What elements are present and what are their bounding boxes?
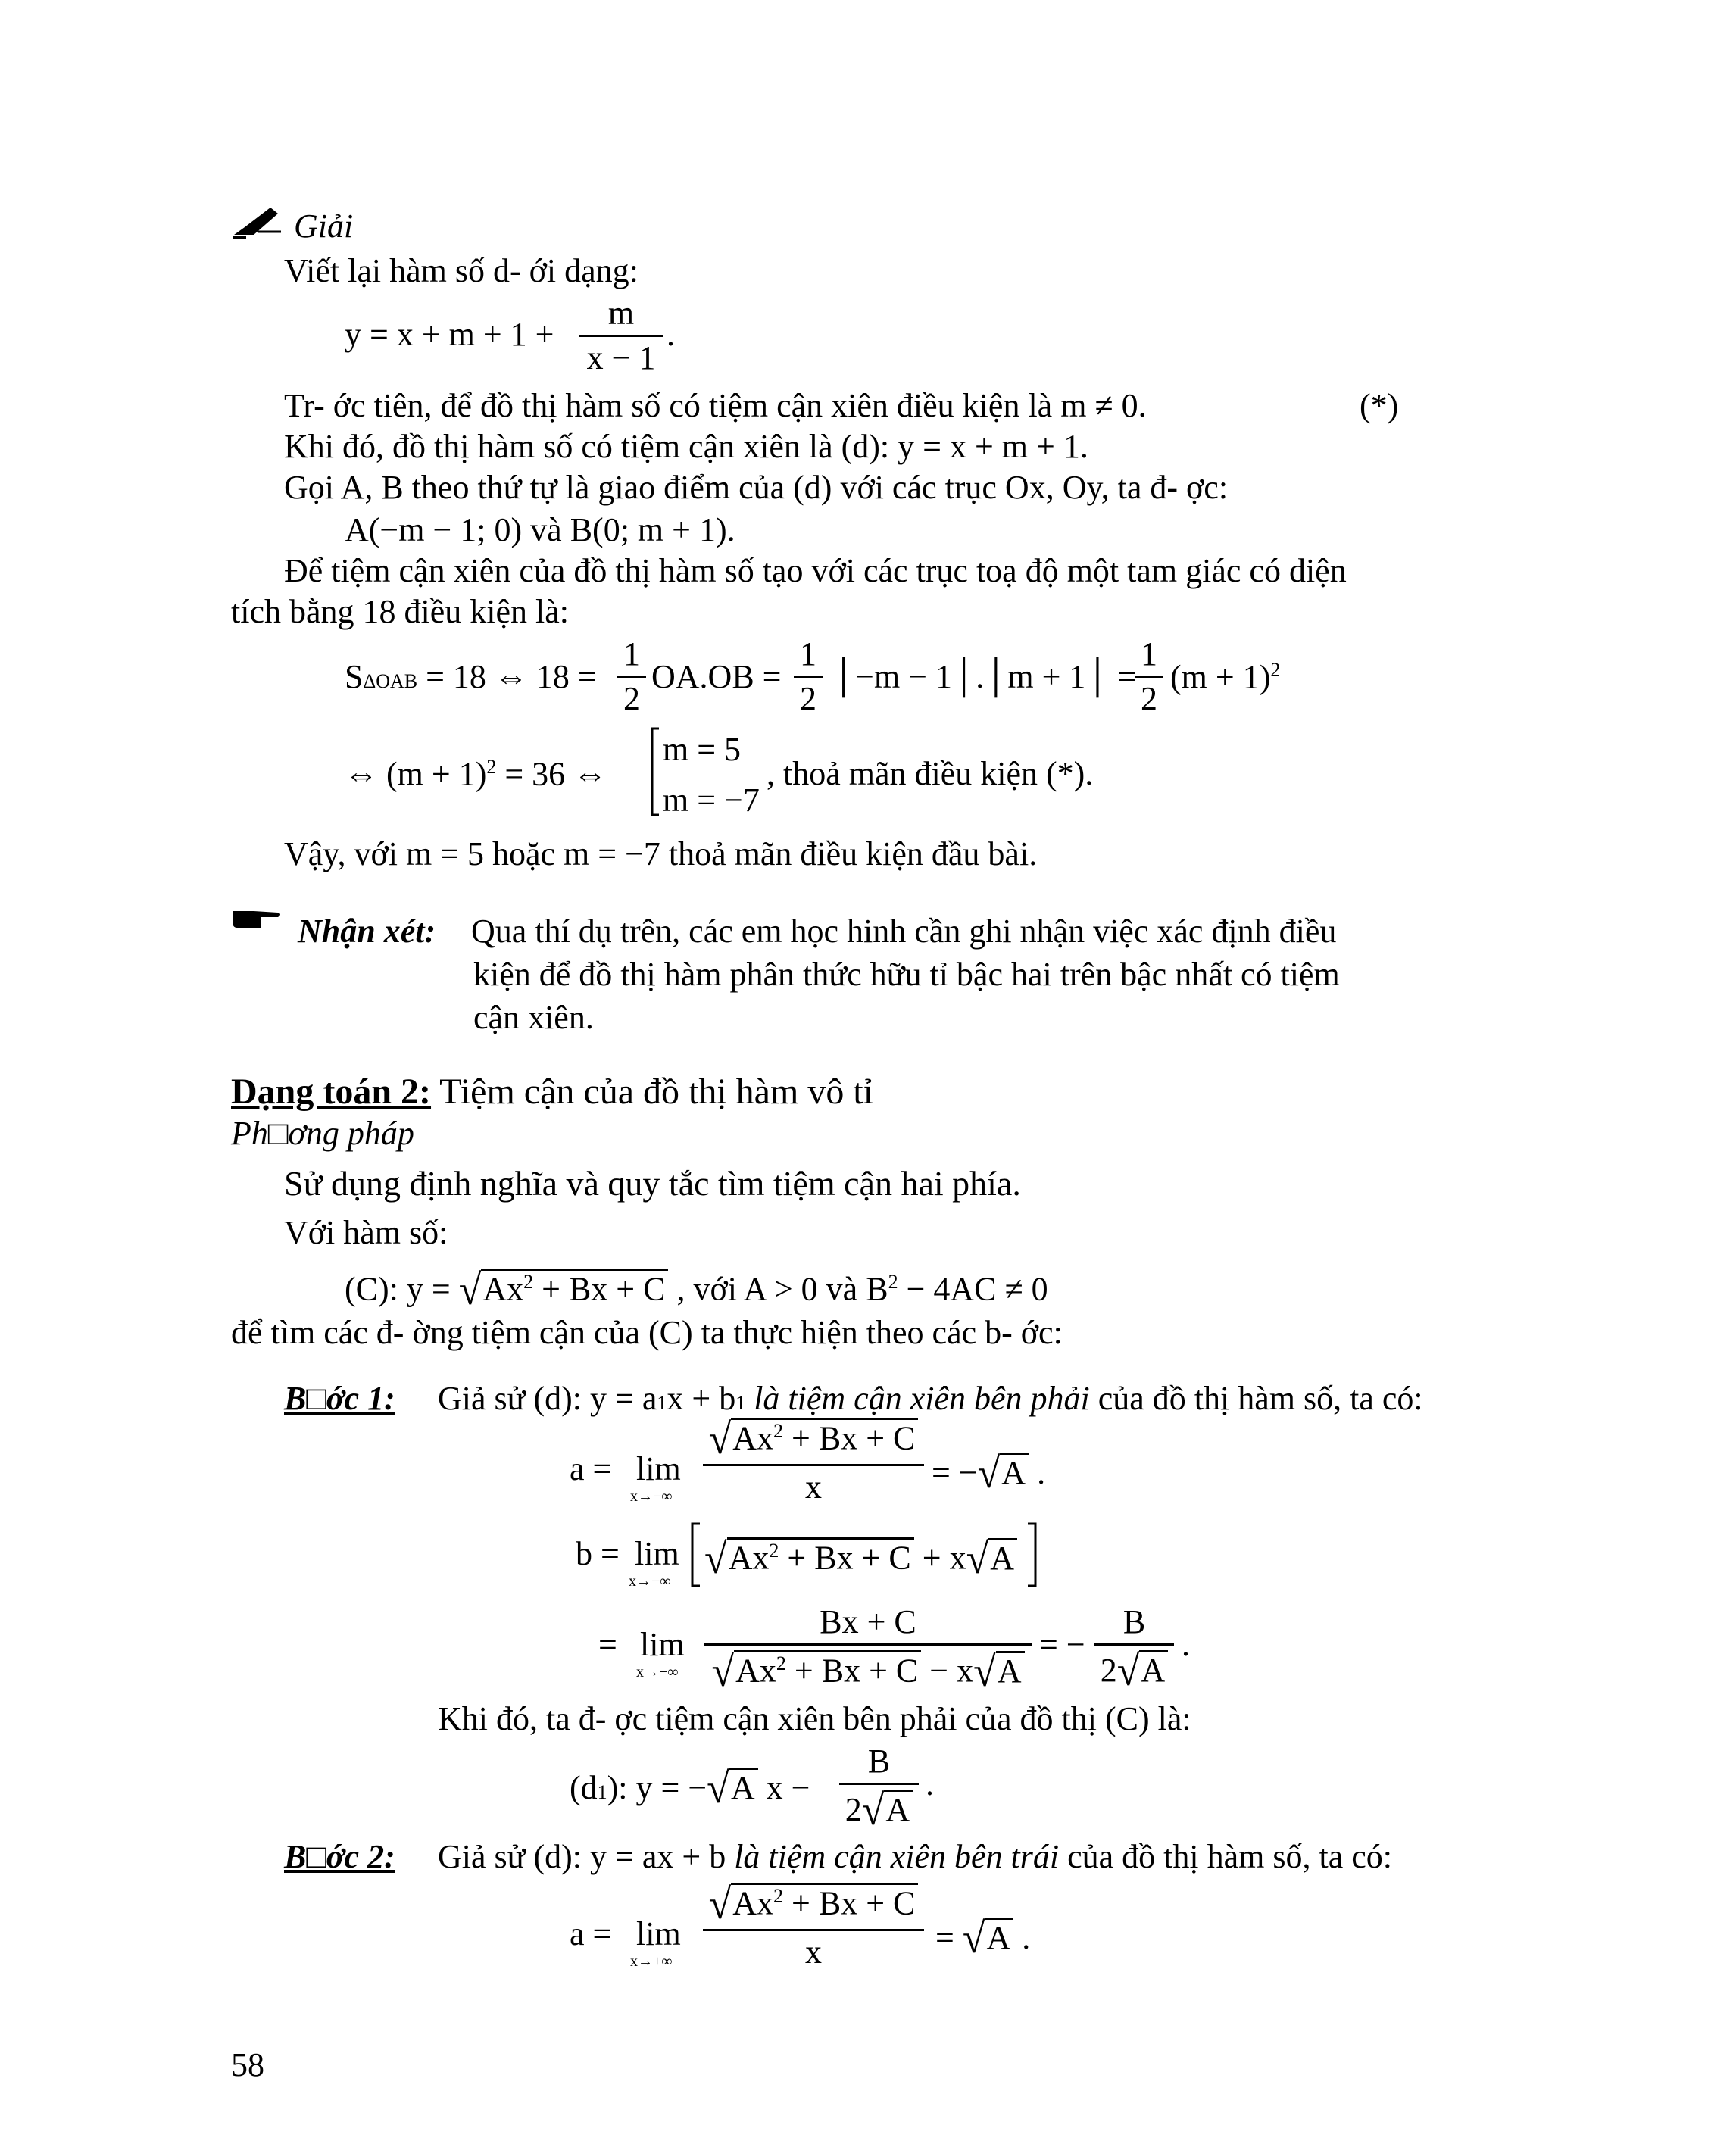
solve-eq-left: ⇔ $(m + 1)^2 = 36$ ⇔ <box>345 755 607 793</box>
section-line-3: để tìm các đ- ờng tiệm cận của (C) ta thực hiện theo các b- ớc: <box>231 1314 1063 1351</box>
step1-b-bracket-content: √Ax$^2$ + Bx + C + x√A <box>704 1537 1017 1579</box>
step1-b-lhs: b = <box>576 1535 620 1572</box>
step1-b2-lhs: = <box>598 1626 617 1663</box>
case-2: m = −7 <box>663 782 760 819</box>
step2-text: Giả sử (d): y = ax + b là tiệm cận xiên bên trái của đồ thị hàm số, ta có: <box>438 1838 1392 1875</box>
solution-label: Giải <box>294 208 354 245</box>
step1-d1-end: . <box>926 1765 934 1802</box>
area-eq-oaob: OA.OB = <box>651 658 782 695</box>
step1-b-lim-sub: x→−∞ <box>629 1573 671 1590</box>
area-line-2: tích bằng 18 điều kiện là: <box>231 593 569 630</box>
bracket-right <box>1026 1522 1038 1587</box>
area-eq-abs: │−m − 1│.│m + 1│ = <box>832 658 1137 695</box>
step1-b2-end: . <box>1182 1626 1190 1663</box>
eq1-end: . <box>667 316 675 353</box>
step2-a-rhs: = √A . <box>935 1914 1031 1962</box>
step1-text: Giả sử (d): y = a1x + b1 là tiệm cận xiên bên phải của đồ thị hàm số, ta có: <box>438 1380 1423 1417</box>
remark-line-3: cận xiên. <box>473 999 594 1036</box>
section-title: Dạng toán 2: Tiệm cận của đồ thị hàm vô tỉ <box>231 1072 873 1112</box>
step1-b2-rhs-fraction: B 2√A <box>1094 1606 1174 1691</box>
method-heading: Ph□ơng pháp <box>231 1115 414 1152</box>
section-line-1: Sử dụng định nghĩa và quy tắc tìm tiệm cận hai phía. <box>284 1164 1021 1203</box>
step2-a-lhs: a = <box>570 1915 612 1952</box>
pointing-hand-icon <box>231 905 283 932</box>
step1-a-fraction: √Ax$^2$ + Bx + C x <box>703 1418 924 1504</box>
remark-line-2: kiện để đồ thị hàm phân thức hữu tỉ bậc hai trên bậc nhất có tiệm <box>473 956 1340 993</box>
eq1-lhs: y = x + m + 1 + <box>345 316 554 353</box>
step1-b2-lim: lim <box>640 1626 685 1663</box>
page-number: 58 <box>231 2046 264 2083</box>
step1-b2-rhs: = − <box>1039 1626 1085 1663</box>
condition-mark: (*) <box>1360 387 1399 424</box>
step1-b2-fraction: Bx + C √Ax$^2$ + Bx + C − x√A <box>704 1606 1032 1692</box>
step1-label: B□ớc 1: <box>284 1380 395 1417</box>
conclusion: Vậy, với m = 5 hoặc m = −7 thoả mãn điều kiện đầu bài. <box>284 835 1038 872</box>
step1-d1-fraction: B 2√A <box>839 1745 919 1830</box>
remark-line-1: Qua thí dụ trên, các em học hinh cần ghi nhận việc xác định điều <box>471 913 1337 950</box>
step1-d1: (d1): y = −√A x − <box>570 1764 810 1812</box>
eq1-fraction: m x − 1 <box>579 297 663 375</box>
step1-a-lhs: a = <box>570 1450 612 1487</box>
step2-a-lim-sub: x→+∞ <box>630 1953 673 1970</box>
bracket-left <box>689 1522 701 1587</box>
area-eq-half-1: 1 2 <box>617 638 646 716</box>
pencil-icon <box>231 204 284 239</box>
step1-a-rhs: = −√A . <box>932 1449 1046 1497</box>
remark-label: Nhận xét: <box>298 913 436 950</box>
step1-conclude: Khi đó, ta đ- ợc tiệm cận xiên bên phải của đồ thị (C) là: <box>438 1700 1191 1737</box>
condition-line: Tr- ớc tiên, để đồ thị hàm số có tiệm cận xiên điều kiện là m ≠ 0. <box>284 387 1147 424</box>
step1-b2-lim-sub: x→−∞ <box>636 1664 679 1680</box>
asymptote-line: Khi đó, đồ thị hàm số có tiệm cận xiên là (d): y = x + m + 1. <box>284 428 1088 465</box>
area-eq-half-2: 1 2 <box>794 638 823 716</box>
case-bracket <box>650 727 660 816</box>
step1-a-lim: lim <box>636 1450 681 1487</box>
area-line-1: Để tiệm cận xiên của đồ thị hàm số tạo với các trục toạ độ một tam giác có diện <box>284 552 1347 589</box>
points-intro: Gọi A, B theo thứ tự là giao điểm của (d) với các trục Ox, Oy, ta đ- ợc: <box>284 469 1229 506</box>
step2-a-fraction: √Ax$^2$ + Bx + C x <box>703 1883 924 1969</box>
function-definition: (C): y = √Ax$^2$ + Bx + C , với A > 0 và $B^2 - 4AC \ne 0$ <box>345 1265 1048 1314</box>
step2-label: B□ớc 2: <box>284 1838 395 1875</box>
points-line: A(−m − 1; 0) và B(0; m + 1). <box>345 511 735 548</box>
step1-b-lim: lim <box>635 1535 679 1572</box>
case-1: m = 5 <box>663 731 742 768</box>
section-line-2: Với hàm số: <box>284 1214 448 1251</box>
solution-intro: Viết lại hàm số d- ới dạng: <box>284 252 639 289</box>
area-eq-half-3: 1 2 <box>1135 638 1163 716</box>
step2-a-lim: lim <box>636 1915 681 1952</box>
area-eq-s: SΔOAB = 18 ⇔ 18 = <box>345 658 597 695</box>
area-eq-square: $(m + 1)^2$ <box>1170 658 1281 696</box>
solve-eq-right: , thoả mãn điều kiện (*). <box>767 755 1094 792</box>
step1-a-lim-sub: x→−∞ <box>630 1488 673 1505</box>
